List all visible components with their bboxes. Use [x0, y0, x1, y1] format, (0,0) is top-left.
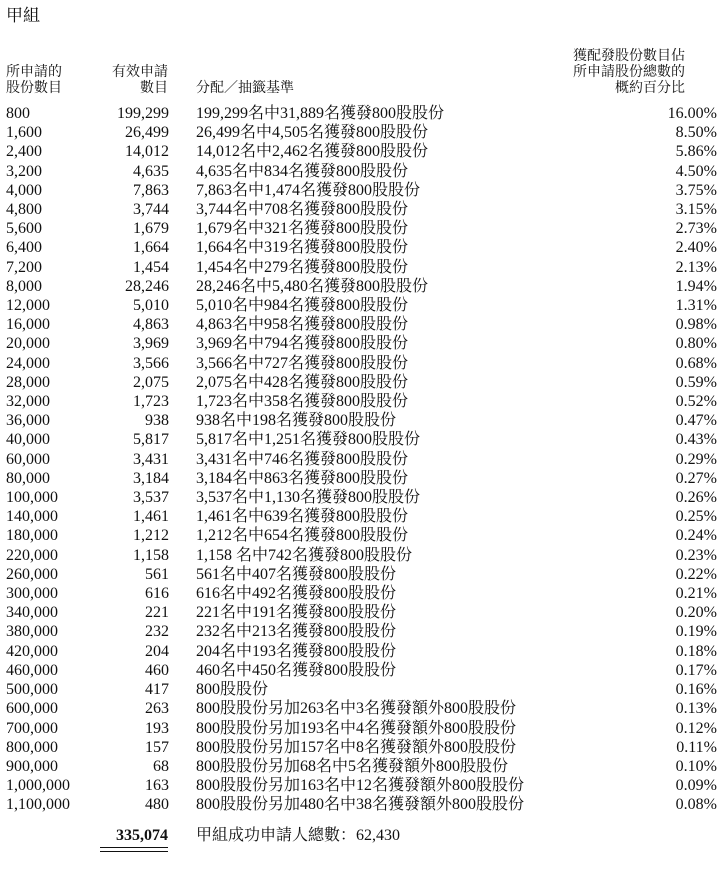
cell-shares-applied: 8,000 [6, 277, 42, 295]
cell-spacer [169, 296, 196, 315]
cell-valid-applications: 263 [145, 700, 169, 718]
cell-valid-applications: 1,679 [133, 220, 169, 238]
cell-spacer [169, 219, 196, 238]
total-successful-applicants: 甲組成功申請人總數：62,430 [196, 827, 401, 844]
cell-allotment-percentage: 0.27% [675, 469, 717, 487]
cell-valid-applications: 193 [145, 719, 169, 737]
cell-allotment-percentage: 0.11% [676, 738, 717, 756]
cell-allotment-basis: 4,635名中834名獲發800股股份 [196, 162, 409, 180]
cell-valid-applications: 417 [145, 681, 169, 699]
cell-valid-applications: 561 [145, 565, 169, 583]
total-double-rule-top [100, 847, 168, 848]
cell-allotment-basis: 1,679名中321名獲發800股股份 [196, 220, 409, 238]
cell-allotment-percentage: 3.75% [675, 181, 717, 199]
cell-allotment-percentage: 0.47% [675, 412, 717, 430]
table-row [0, 719, 717, 738]
cell-allotment-percentage: 0.23% [675, 546, 717, 564]
cell-valid-applications: 3,744 [133, 201, 169, 219]
cell-allotment-basis: 7,863名中1,474名獲發800股股份 [196, 181, 421, 199]
cell-valid-applications: 14,012 [125, 143, 169, 161]
table-row [0, 776, 717, 795]
cell-valid-applications: 163 [145, 777, 169, 795]
cell-allotment-basis: 5,817名中1,251名獲發800股股份 [196, 431, 421, 449]
cell-shares-applied: 260,000 [6, 565, 58, 583]
table-row [0, 219, 717, 238]
cell-allotment-percentage: 3.15% [675, 201, 717, 219]
cell-allotment-percentage: 0.10% [675, 757, 717, 775]
cell-allotment-percentage: 0.12% [675, 719, 717, 737]
cell-allotment-percentage: 0.09% [675, 777, 717, 795]
cell-allotment-basis: 1,664名中319名獲發800股股份 [196, 239, 409, 257]
cell-allotment-percentage: 0.17% [675, 661, 717, 679]
cell-valid-applications: 480 [145, 796, 169, 814]
table-row [0, 565, 717, 584]
cell-valid-applications: 28,246 [125, 277, 169, 295]
cell-shares-applied: 16,000 [6, 316, 50, 334]
cell-spacer [169, 430, 196, 449]
cell-valid-applications: 938 [145, 412, 169, 430]
cell-shares-applied: 220,000 [6, 546, 58, 564]
cell-spacer [169, 258, 196, 277]
cell-allotment-basis: 800股股份另加193名中4名獲發額外800股股份 [196, 719, 517, 737]
cell-shares-applied: 12,000 [6, 297, 50, 315]
cell-allotment-percentage: 0.80% [675, 335, 717, 353]
cell-spacer [169, 661, 196, 680]
cell-spacer [169, 757, 196, 776]
cell-spacer [169, 450, 196, 469]
cell-shares-applied: 600,000 [6, 700, 58, 718]
cell-spacer [169, 699, 196, 718]
cell-allotment-percentage: 0.16% [675, 681, 717, 699]
cell-allotment-percentage: 16.00% [667, 105, 717, 122]
cell-valid-applications: 199,299 [117, 105, 169, 122]
cell-allotment-basis: 3,537名中1,130名獲發800股股份 [196, 489, 421, 507]
table-row [0, 411, 717, 430]
cell-spacer [169, 469, 196, 488]
table-row [0, 488, 717, 507]
cell-shares-applied: 1,100,000 [6, 796, 70, 814]
table-row [0, 469, 717, 488]
cell-spacer [169, 277, 196, 296]
table-row [0, 354, 717, 373]
cell-spacer [169, 123, 196, 142]
total-double-rule-bottom [100, 851, 168, 852]
table-row [0, 181, 717, 200]
cell-spacer [169, 315, 196, 334]
cell-allotment-basis: 2,075名中428名獲發800股股份 [196, 373, 409, 391]
cell-valid-applications: 3,566 [133, 354, 169, 372]
cell-allotment-basis: 26,499名中4,505名獲發800股股份 [196, 124, 429, 142]
cell-valid-applications: 1,461 [133, 508, 169, 526]
cell-allotment-percentage: 0.21% [675, 585, 717, 603]
cell-allotment-percentage: 0.22% [675, 565, 717, 583]
cell-valid-applications: 157 [145, 738, 169, 756]
cell-shares-applied: 1,600 [6, 124, 42, 142]
cell-spacer [169, 526, 196, 545]
cell-allotment-percentage: 2.13% [675, 258, 717, 276]
cell-allotment-basis: 1,212名中654名獲發800股股份 [196, 527, 409, 545]
cell-valid-applications: 1,212 [133, 527, 169, 545]
cell-allotment-percentage: 0.13% [675, 700, 717, 718]
cell-allotment-percentage: 0.24% [675, 527, 717, 545]
cell-shares-applied: 20,000 [6, 335, 50, 353]
table-row [0, 450, 717, 469]
cell-shares-applied: 28,000 [6, 373, 50, 391]
cell-valid-applications: 460 [145, 661, 169, 679]
allotment-table [0, 104, 717, 815]
cell-shares-applied: 4,800 [6, 201, 42, 219]
cell-shares-applied: 420,000 [6, 642, 58, 660]
cell-spacer [169, 488, 196, 507]
cell-valid-applications: 4,635 [133, 162, 169, 180]
table-row [0, 546, 717, 565]
cell-spacer [169, 411, 196, 430]
cell-spacer [169, 642, 196, 661]
cell-allotment-basis: 5,010名中984名獲發800股股份 [196, 297, 409, 315]
cell-allotment-basis: 800股股份另加263名中3名獲發額外800股股份 [196, 700, 517, 718]
cell-allotment-percentage: 0.08% [675, 796, 717, 814]
cell-shares-applied: 900,000 [6, 757, 58, 775]
cell-spacer [169, 373, 196, 392]
table-row [0, 162, 717, 181]
group-title: 甲組 [6, 6, 40, 26]
table-row [0, 104, 717, 123]
cell-allotment-basis: 204名中193名獲發800股股份 [196, 642, 397, 660]
cell-shares-applied: 4,000 [6, 181, 42, 199]
cell-valid-applications: 204 [145, 642, 169, 660]
cell-allotment-percentage: 5.86% [675, 143, 717, 161]
cell-shares-applied: 500,000 [6, 681, 58, 699]
table-row [0, 200, 717, 219]
cell-allotment-basis: 1,461名中639名獲發800股股份 [196, 508, 409, 526]
cell-shares-applied: 2,400 [6, 143, 42, 161]
header-shares-applied: 所申請的 股份數目 [6, 64, 62, 96]
cell-shares-applied: 140,000 [6, 508, 58, 526]
cell-allotment-percentage: 2.73% [675, 220, 717, 238]
cell-spacer [169, 738, 196, 757]
cell-valid-applications: 3,431 [133, 450, 169, 468]
cell-spacer [169, 200, 196, 219]
cell-spacer [169, 680, 196, 699]
cell-allotment-basis: 561名中407名獲發800股股份 [196, 565, 397, 583]
table-row [0, 296, 717, 315]
cell-allotment-basis: 4,863名中958名獲發800股股份 [196, 316, 409, 334]
cell-spacer [169, 507, 196, 526]
cell-valid-applications: 4,863 [133, 316, 169, 334]
cell-allotment-basis: 199,299名中31,889名獲發800股股份 [196, 105, 445, 122]
cell-allotment-percentage: 4.50% [675, 162, 717, 180]
cell-shares-applied: 6,400 [6, 239, 42, 257]
cell-allotment-basis: 800股股份另加480名中38名獲發額外800股股份 [196, 796, 525, 814]
table-row [0, 661, 717, 680]
cell-allotment-basis: 800股股份 [196, 681, 269, 699]
total-valid-applications: 335,074 [116, 827, 168, 844]
table-row [0, 123, 717, 142]
cell-shares-applied: 32,000 [6, 393, 50, 411]
table-row [0, 738, 717, 757]
cell-spacer [169, 392, 196, 411]
cell-allotment-basis: 800股股份另加157名中8名獲發額外800股股份 [196, 738, 517, 756]
cell-allotment-percentage: 0.98% [675, 316, 717, 334]
cell-valid-applications: 5,817 [133, 431, 169, 449]
cell-allotment-percentage: 0.59% [675, 373, 717, 391]
cell-shares-applied: 700,000 [6, 719, 58, 737]
cell-allotment-percentage: 0.20% [675, 604, 717, 622]
cell-allotment-percentage: 0.43% [675, 431, 717, 449]
table-row [0, 430, 717, 449]
cell-allotment-percentage: 2.40% [675, 239, 717, 257]
cell-spacer [169, 584, 196, 603]
cell-shares-applied: 5,600 [6, 220, 42, 238]
cell-allotment-basis: 14,012名中2,462名獲發800股股份 [196, 143, 429, 161]
cell-shares-applied: 100,000 [6, 489, 58, 507]
cell-valid-applications: 1,723 [133, 393, 169, 411]
cell-shares-applied: 24,000 [6, 354, 50, 372]
table-row [0, 526, 717, 545]
cell-allotment-basis: 800股股份另加163名中12名獲發額外800股股份 [196, 777, 525, 795]
cell-valid-applications: 68 [153, 757, 169, 775]
cell-allotment-percentage: 0.68% [675, 354, 717, 372]
table-row [0, 584, 717, 603]
cell-valid-applications: 1,454 [133, 258, 169, 276]
cell-spacer [169, 795, 196, 814]
cell-allotment-basis: 938名中198名獲發800股股份 [196, 412, 397, 430]
table-row [0, 757, 717, 776]
cell-valid-applications: 232 [145, 623, 169, 641]
cell-valid-applications: 3,969 [133, 335, 169, 353]
cell-allotment-percentage: 0.18% [675, 642, 717, 660]
cell-shares-applied: 60,000 [6, 450, 50, 468]
table-row [0, 334, 717, 353]
table-row [0, 680, 717, 699]
header-valid-applications: 有效申請 數目 [112, 64, 168, 96]
cell-shares-applied: 460,000 [6, 661, 58, 679]
cell-spacer [169, 334, 196, 353]
cell-shares-applied: 80,000 [6, 469, 50, 487]
cell-allotment-percentage: 1.94% [675, 277, 717, 295]
cell-spacer [169, 181, 196, 200]
cell-allotment-percentage: 0.19% [675, 623, 717, 641]
cell-valid-applications: 616 [145, 585, 169, 603]
cell-shares-applied: 7,200 [6, 258, 42, 276]
cell-allotment-basis: 616名中492名獲發800股股份 [196, 585, 397, 603]
table-row [0, 603, 717, 622]
cell-allotment-basis: 1,723名中358名獲發800股股份 [196, 393, 409, 411]
table-row [0, 642, 717, 661]
cell-allotment-basis: 3,566名中727名獲發800股股份 [196, 354, 409, 372]
cell-spacer [169, 162, 196, 181]
table-row [0, 392, 717, 411]
cell-spacer [169, 603, 196, 622]
cell-shares-applied: 1,000,000 [6, 777, 70, 795]
cell-allotment-percentage: 1.31% [675, 297, 717, 315]
cell-valid-applications: 3,184 [133, 469, 169, 487]
table-row [0, 699, 717, 718]
table-row [0, 142, 717, 161]
cell-shares-applied: 380,000 [6, 623, 58, 641]
table-row [0, 622, 717, 641]
cell-allotment-percentage: 0.52% [675, 393, 717, 411]
cell-spacer [169, 546, 196, 565]
cell-shares-applied: 180,000 [6, 527, 58, 545]
table-row [0, 277, 717, 296]
cell-spacer [169, 719, 196, 738]
table-row [0, 238, 717, 257]
table-row [0, 373, 717, 392]
cell-valid-applications: 2,075 [133, 373, 169, 391]
cell-spacer [169, 776, 196, 795]
cell-allotment-basis: 3,184名中863名獲發800股股份 [196, 469, 409, 487]
cell-allotment-basis: 232名中213名獲發800股股份 [196, 623, 397, 641]
cell-allotment-basis: 28,246名中5,480名獲發800股股份 [196, 277, 429, 295]
cell-allotment-basis: 3,969名中794名獲發800股股份 [196, 335, 409, 353]
cell-allotment-basis: 1,454名中279名獲發800股股份 [196, 258, 409, 276]
cell-allotment-basis: 221名中191名獲發800股股份 [196, 604, 397, 622]
cell-spacer [169, 354, 196, 373]
cell-shares-applied: 3,200 [6, 162, 42, 180]
table-row [0, 315, 717, 334]
cell-allotment-basis: 800股股份另加68名中5名獲發額外800股股份 [196, 757, 509, 775]
cell-shares-applied: 800 [6, 105, 30, 122]
cell-shares-applied: 340,000 [6, 604, 58, 622]
cell-allotment-basis: 1,158 名中742名獲發800股股份 [196, 546, 413, 564]
table-row [0, 258, 717, 277]
header-allotment-basis: 分配／抽籤基準 [196, 80, 294, 96]
cell-allotment-percentage: 0.26% [675, 489, 717, 507]
cell-valid-applications: 221 [145, 604, 169, 622]
cell-valid-applications: 7,863 [133, 181, 169, 199]
cell-valid-applications: 1,664 [133, 239, 169, 257]
cell-allotment-basis: 3,744名中708名獲發800股股份 [196, 201, 409, 219]
cell-shares-applied: 800,000 [6, 738, 58, 756]
cell-valid-applications: 3,537 [133, 489, 169, 507]
cell-allotment-percentage: 0.25% [675, 508, 717, 526]
cell-spacer [169, 142, 196, 161]
cell-allotment-percentage: 8.50% [675, 124, 717, 142]
cell-shares-applied: 36,000 [6, 412, 50, 430]
cell-allotment-basis: 460名中450名獲發800股股份 [196, 661, 397, 679]
cell-spacer [169, 104, 196, 123]
header-allotment-percentage: 獲配發股份數目佔 所申請股份總數的 概約百分比 [573, 48, 685, 96]
cell-allotment-basis: 3,431名中746名獲發800股股份 [196, 450, 409, 468]
table-row [0, 507, 717, 526]
cell-spacer [169, 565, 196, 584]
cell-spacer [169, 622, 196, 641]
cell-shares-applied: 300,000 [6, 585, 58, 603]
cell-shares-applied: 40,000 [6, 431, 50, 449]
table-row [0, 795, 717, 814]
cell-valid-applications: 5,010 [133, 297, 169, 315]
cell-valid-applications: 26,499 [125, 124, 169, 142]
cell-allotment-percentage: 0.29% [675, 450, 717, 468]
cell-spacer [169, 238, 196, 257]
cell-valid-applications: 1,158 [133, 546, 169, 564]
